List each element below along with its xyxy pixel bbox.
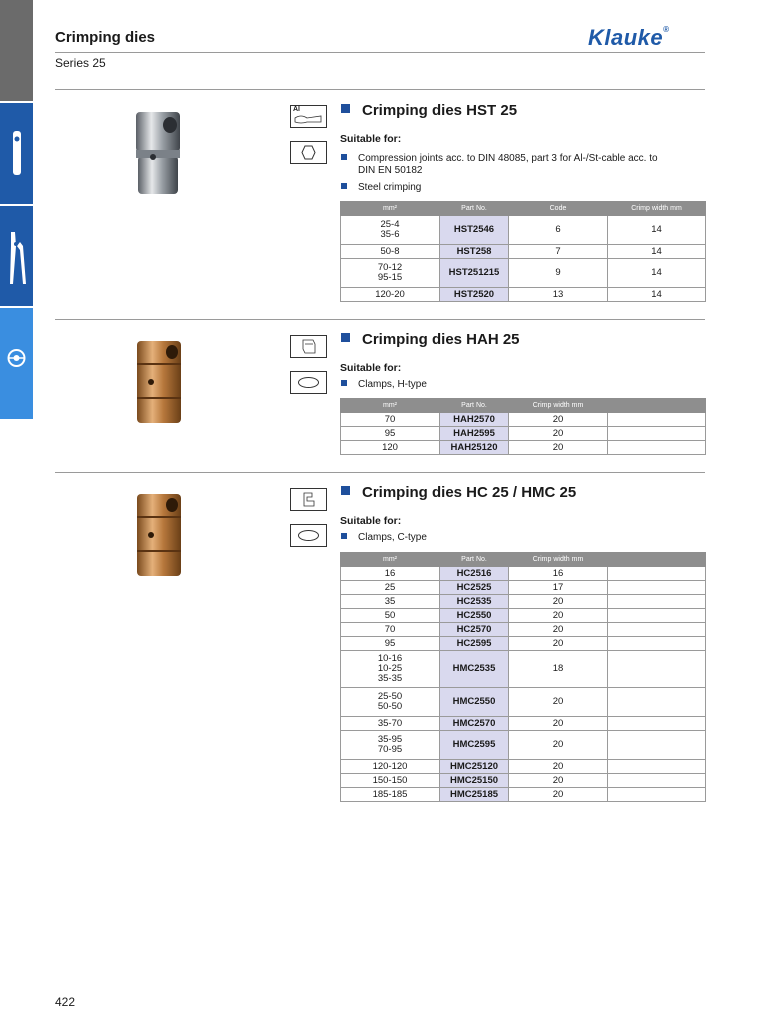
section-divider [55, 319, 705, 320]
hah-die-image [134, 339, 184, 425]
table-cell: 50-8 [341, 245, 440, 259]
table-row [341, 245, 706, 259]
table-cell: 9 [509, 259, 608, 288]
table-cell: 20 [509, 760, 608, 774]
table-cell: 16 [341, 567, 440, 581]
part-number-cell: HST251215 [440, 259, 509, 288]
table-cell [608, 427, 706, 441]
side-tab-cable-lug[interactable] [0, 103, 33, 204]
table-header-row [341, 553, 706, 567]
table-cell: 10-16 10-25 35-35 [341, 651, 440, 688]
table-cell [608, 688, 706, 717]
table-cell [608, 651, 706, 688]
part-number-cell: HAH2595 [440, 427, 509, 441]
table-cell: 20 [509, 413, 608, 427]
table-cell: 25 [341, 581, 440, 595]
table-row [341, 259, 706, 288]
hah-spec-table [340, 398, 706, 455]
part-number-cell: HAH25120 [440, 441, 509, 455]
bullet-square-icon [341, 486, 350, 495]
section-divider [55, 89, 705, 90]
table-row [341, 595, 706, 609]
table-cell: 20 [509, 774, 608, 788]
part-number-cell: HST2546 [440, 216, 509, 245]
part-number-cell: HMC25185 [440, 788, 509, 802]
part-number-cell: HC2550 [440, 609, 509, 623]
table-cell: 6 [509, 216, 608, 245]
cutting-disc-icon [4, 308, 29, 419]
table-cell: 95 [341, 427, 440, 441]
column-header [608, 553, 706, 567]
list-item: Clamps, H-type [341, 379, 671, 391]
table-cell: 120 [341, 441, 440, 455]
section-title-hst: Crimping dies HST 25 [341, 102, 517, 119]
list-item: Compression joints acc. to DIN 48085, part 3 for Al-/St-cable acc. to DIN EN 50182 [341, 153, 671, 177]
side-tab-crimping-tool[interactable] [0, 206, 33, 306]
table-cell: 35 [341, 595, 440, 609]
column-header: Part No. [440, 202, 509, 216]
table-cell: 20 [509, 688, 608, 717]
table-cell [608, 774, 706, 788]
table-cell: 20 [509, 609, 608, 623]
part-number-cell: HMC25120 [440, 760, 509, 774]
list-item: Clamps, C-type [341, 532, 671, 544]
section-divider [55, 472, 705, 473]
table-cell [608, 760, 706, 774]
table-cell: 25-4 35-6 [341, 216, 440, 245]
table-row [341, 427, 706, 441]
table-header-row [341, 202, 706, 216]
hexagon-pictogram [290, 141, 327, 164]
hc-die-image [134, 492, 184, 578]
hc-spec-table [340, 552, 706, 802]
table-cell: 50 [341, 609, 440, 623]
table-cell: 70-12 95-15 [341, 259, 440, 288]
table-row [341, 413, 706, 427]
table-cell [608, 609, 706, 623]
table-cell: 20 [509, 637, 608, 651]
table-row [341, 774, 706, 788]
table-cell: 7 [509, 245, 608, 259]
oval-pictogram [290, 524, 327, 547]
part-number-cell: HMC2570 [440, 717, 509, 731]
table-row [341, 441, 706, 455]
table-cell: 13 [509, 288, 608, 302]
table-cell: 35-95 70-95 [341, 731, 440, 760]
table-cell: 14 [608, 259, 706, 288]
list-item: Steel crimping [341, 182, 671, 194]
page-title: Crimping dies [55, 29, 156, 46]
part-number-cell: HST2520 [440, 288, 509, 302]
table-cell [608, 567, 706, 581]
crimping-tool-icon [4, 206, 29, 306]
table-row [341, 609, 706, 623]
page-number: 422 [55, 995, 76, 1009]
page-subtitle: Series 25 [55, 56, 106, 70]
table-cell: 25-50 50-50 [341, 688, 440, 717]
part-number-cell: HC2570 [440, 623, 509, 637]
table-header-row [341, 399, 706, 413]
column-header: Part No. [440, 399, 509, 413]
table-cell: 120-20 [341, 288, 440, 302]
header-rule [55, 52, 705, 53]
table-cell: 20 [509, 595, 608, 609]
part-number-cell: HAH2570 [440, 413, 509, 427]
part-number-cell: HC2535 [440, 595, 509, 609]
table-row [341, 623, 706, 637]
column-header: mm² [341, 202, 440, 216]
table-cell: 185-185 [341, 788, 440, 802]
side-tab-gray [0, 0, 33, 101]
oval-pictogram [290, 371, 327, 394]
table-cell: 14 [608, 288, 706, 302]
column-header [608, 399, 706, 413]
table-row [341, 688, 706, 717]
table-cell: 16 [509, 567, 608, 581]
bullet-square-icon [341, 104, 350, 113]
table-cell: 20 [509, 441, 608, 455]
part-number-cell: HMC2595 [440, 731, 509, 760]
suitable-label: Suitable for: [340, 362, 402, 374]
column-header: mm² [341, 553, 440, 567]
suitable-label: Suitable for: [340, 515, 402, 527]
table-row [341, 581, 706, 595]
table-cell: 14 [608, 245, 706, 259]
side-tab-cutting[interactable] [0, 308, 33, 419]
table-cell: 18 [509, 651, 608, 688]
table-row [341, 717, 706, 731]
cable-lug-icon [4, 103, 29, 204]
column-header: Crimp width mm [608, 202, 706, 216]
section-title-hc: Crimping dies HC 25 / HMC 25 [341, 484, 576, 501]
table-cell: 17 [509, 581, 608, 595]
table-cell: 14 [608, 216, 706, 245]
table-cell: 20 [509, 731, 608, 760]
table-row [341, 731, 706, 760]
part-number-cell: HST258 [440, 245, 509, 259]
brand-logo: Klauke® [588, 25, 670, 50]
table-row [341, 788, 706, 802]
table-cell: 70 [341, 413, 440, 427]
table-cell [608, 637, 706, 651]
column-header: Part No. [440, 553, 509, 567]
section-title-hah: Crimping dies HAH 25 [341, 331, 520, 348]
part-number-cell: HC2525 [440, 581, 509, 595]
column-header: Code [509, 202, 608, 216]
part-number-cell: HMC2550 [440, 688, 509, 717]
column-header: mm² [341, 399, 440, 413]
part-number-cell: HMC2535 [440, 651, 509, 688]
table-cell [608, 788, 706, 802]
table-cell: 70 [341, 623, 440, 637]
table-cell: 20 [509, 717, 608, 731]
part-number-cell: HMC25150 [440, 774, 509, 788]
table-cell [608, 595, 706, 609]
table-cell [608, 413, 706, 427]
table-cell: 95 [341, 637, 440, 651]
table-cell: 150-150 [341, 774, 440, 788]
c-clamp-pictogram [290, 488, 327, 511]
table-cell: 120-120 [341, 760, 440, 774]
column-header: Crimp width mm [509, 399, 608, 413]
table-cell [608, 717, 706, 731]
table-row [341, 567, 706, 581]
hst-die-image [133, 110, 183, 196]
table-row [341, 760, 706, 774]
h-clamp-pictogram [290, 335, 327, 358]
column-header: Crimp width mm [509, 553, 608, 567]
table-cell: 20 [509, 788, 608, 802]
hst-spec-table [340, 201, 706, 302]
table-cell: 20 [509, 623, 608, 637]
table-cell: 20 [509, 427, 608, 441]
part-number-cell: HC2516 [440, 567, 509, 581]
al-cable-pictogram: Al [290, 105, 327, 128]
bullet-square-icon [341, 333, 350, 342]
table-row [341, 216, 706, 245]
table-cell [608, 581, 706, 595]
table-row [341, 288, 706, 302]
table-cell [608, 731, 706, 760]
suitable-label: Suitable for: [340, 133, 402, 145]
table-cell [608, 623, 706, 637]
table-cell [608, 441, 706, 455]
table-row [341, 637, 706, 651]
table-cell: 35-70 [341, 717, 440, 731]
table-row [341, 651, 706, 688]
part-number-cell: HC2595 [440, 637, 509, 651]
